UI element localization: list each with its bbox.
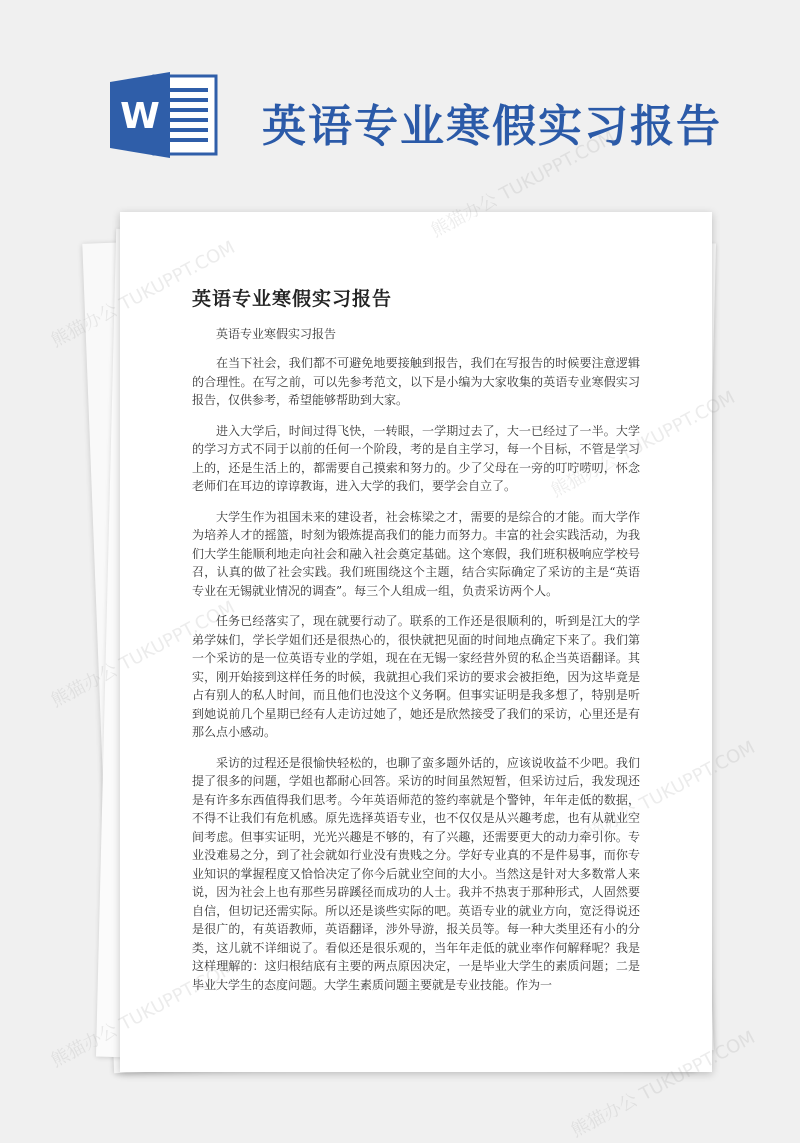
document-body [192,325,640,1006]
paragraph-4: 任务已经落实了，现在就要行动了。联系的工作还是很顺利的，听到是江大的学弟学妹们，学长学姐们还是很热心的，很快就把见面的时间地点确定下来了。我们第一个采访的是一位英语专业的学姐，现在在无锡一家经营外贸的私企当英语翻译。其实，刚开始接到这样任务的时候，我就担心我们采访的要求会被拒绝，因为这毕竟是占有别人的私人时间，而且他们也没这个义务啊。但事实证明是我多想了，特别是听到她说前几个星期已经有人走访过她了，她还是欣然接受了我们的采访，心里还是有那么点小感动。 [192,614,640,739]
watermark: 熊猫办公 [47,659,122,712]
paragraph-5: 采访的过程还是很愉快轻松的，也聊了蛮多题外话的，应该说收益不少吧。我们提了很多的问题，学姐也都耐心回答。采访的时间虽然短暂，但采访过后，我发现还是有许多东西值得我们思考。今年英语师范的签约率就是个警钟，年年走低的数据，不得不让我们有危机感。原先选择英语专业，也不仅仅是从兴趣考虑，也有从就业空间考虑。但事实证明，光光兴趣是不够的，有了兴趣，还需要更大的动力牵引你。专业没难易之分，到了社会就如行业没有贵贱之分。学好专业真的不是件易事，而你专业知识的掌握程度又恰恰决定了你今后就业空间的大小。当然这是针对大多数常人来说，因为社会上也有那些另辟蹊径而成功的人士。我并不热衷于那种形式，人固然要自信，但切记还需实际。所以还是谈些实际的吧。英语专业的就业方向，宽泛得说还是很广的，有英语教师，英语翻译，涉外导游，报关员等。每一种大类里还有小的分类，这儿就不详细说了。看似还是很乐观的，当年年走低的就业率作何解释呢？我是这样理解的：这归根结底有主要的两点原因决定，一是毕业大学生的素质问题；二是毕业大学生的态度问题。大学生素质问题主要就是专业技能。作为一 [192,755,640,992]
document-page [120,212,712,1072]
document-title: 英语专业寒假实习报告 [192,288,393,310]
word-icon-letter: W [120,96,160,137]
watermark: 熊猫办公 TUKUPPT.COM [567,1026,759,1142]
header [0,0,800,200]
word-document-icon [108,70,220,160]
paragraph-1: 在当下社会，我们都不可避免地要接触到报告，我们在写报告的时候要注意逻辑的合理性。在写之前，可以先参考范文，以下是小编为大家收集的英语专业寒假实习报告，仅供参考，希望能够帮助到大家。 [192,356,640,407]
watermark: 熊猫办公 [47,1019,122,1072]
paragraph-3: 大学生作为祖国未来的建设者，社会栋梁之才，需要的是综合的才能。而大学作为培养人才的摇篮，时刻为锻炼提高我们的能力而努力。丰富的社会实践活动，为我们大学生能顺利地走向社会和融入社会奠定基础。这个寒假，我们班积极响应学校号召，认真的做了社会实践。我们班围绕这个主题，结合实际确定了采访的主是“英语专业在无锡就业情况的调查”。每三个人组成一组，负责采访两个人。 [192,509,640,598]
header-title: 英语专业寒假实习报告 [262,101,722,152]
document-subtitle: 英语专业寒假实习报告 [216,327,337,341]
paragraph-2: 进入大学后，时间过得飞快，一转眼，一学期过去了，大一已经过了一半。大学的学习方式不同于以前的任何一个阶段，考的是自主学习，每一个目标，不管是学习上的，还是生活上的，都需要自己摸索和努力的。少了父母在一旁的叮咛唠叨，怀念老师们在耳边的谆谆教诲，进入大学的我们，要学会自立了。 [192,423,640,493]
watermark: 熊猫办公 TUKUPPT.COM [427,126,619,242]
